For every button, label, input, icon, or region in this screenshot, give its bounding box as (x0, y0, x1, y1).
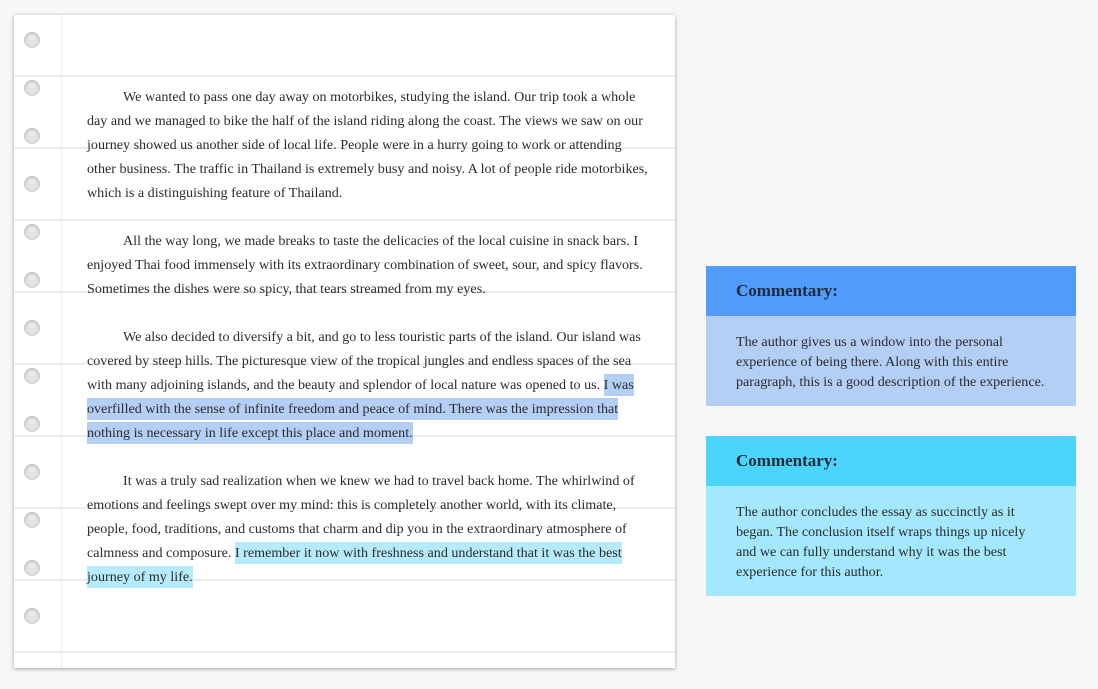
binder-hole-icon (24, 128, 40, 144)
commentary-card-1 (706, 266, 1076, 406)
commentary-text: The author gives us a window into the personal experience of being there. Along with this entire paragraph, this is a good description of the experience. (736, 334, 1045, 390)
essay-text: All the way long, we made breaks to taste the delicacies of the local cuisine in snack bars. I enjoyed Thai food immensely with its extraordinary combination of sweet, sour, and spicy flavors. Sometimes the dishes were so spicy, that tears streamed from my eyes. (87, 233, 643, 297)
commentary-card-2 (706, 436, 1076, 596)
essay-text: We also decided to diversify a bit, and go to less touristic parts of the island. Our island was covered by steep hills. The picturesque view of the tropical jungles and endless spaces of the sea with many adjoining islands, and the beauty and splendor of local nature was opened to us. (87, 329, 641, 393)
essay-body (87, 85, 648, 613)
commentary-title: Commentary: (706, 436, 1076, 486)
commentary-title: Commentary: (706, 266, 1076, 316)
binder-hole-icon (24, 560, 40, 576)
commentary-text: The author concludes the essay as succinctly as it began. The conclusion itself wraps things up nicely and we can fully understand why it was the best experience for this author. (736, 504, 1026, 580)
essay-paragraph-4 (87, 469, 648, 589)
essay-paragraph-2 (87, 229, 648, 301)
binder-hole-icon (24, 512, 40, 528)
binder-hole-icon (24, 608, 40, 624)
notebook-paper (14, 15, 675, 668)
highlighted-passage-2[interactable]: I remember it now with freshness and understand that it was the best journey of my life. (87, 542, 622, 588)
margin-line (61, 15, 62, 668)
commentary-body (706, 316, 1076, 406)
binder-hole-icon (24, 320, 40, 336)
binder-hole-icon (24, 80, 40, 96)
highlighted-passage-1[interactable]: I was overfilled with the sense of infinite freedom and peace of mind. There was the impression that nothing is necessary in life except this place and moment. (87, 374, 634, 444)
binder-hole-icon (24, 416, 40, 432)
binder-hole-icon (24, 176, 40, 192)
binder-hole-icon (24, 224, 40, 240)
binder-hole-icon (24, 272, 40, 288)
binder-hole-icon (24, 32, 40, 48)
essay-paragraph-1 (87, 85, 648, 205)
binder-hole-icon (24, 368, 40, 384)
essay-text: It was a truly sad realization when we knew we had to travel back home. The whirlwind of emotions and feelings swept over my mind: this is completely another world, with its climate, people, food, traditions, and customs that charm and dip you in the extraordinary atmosphere of calmness and composure. (87, 473, 635, 561)
commentary-body (706, 486, 1076, 596)
essay-text: We wanted to pass one day away on motorbikes, studying the island. Our trip took a whole day and we managed to bike the half of the island riding along the coast. The views we saw on our journey showed us another side of local life. People were in a hurry going to work or attending other business. The traffic in Thailand is extremely busy and noisy. A lot of people ride motorbikes, which is a distinguishing feature of Thailand. (87, 89, 648, 201)
binder-hole-icon (24, 464, 40, 480)
essay-paragraph-3 (87, 325, 648, 445)
